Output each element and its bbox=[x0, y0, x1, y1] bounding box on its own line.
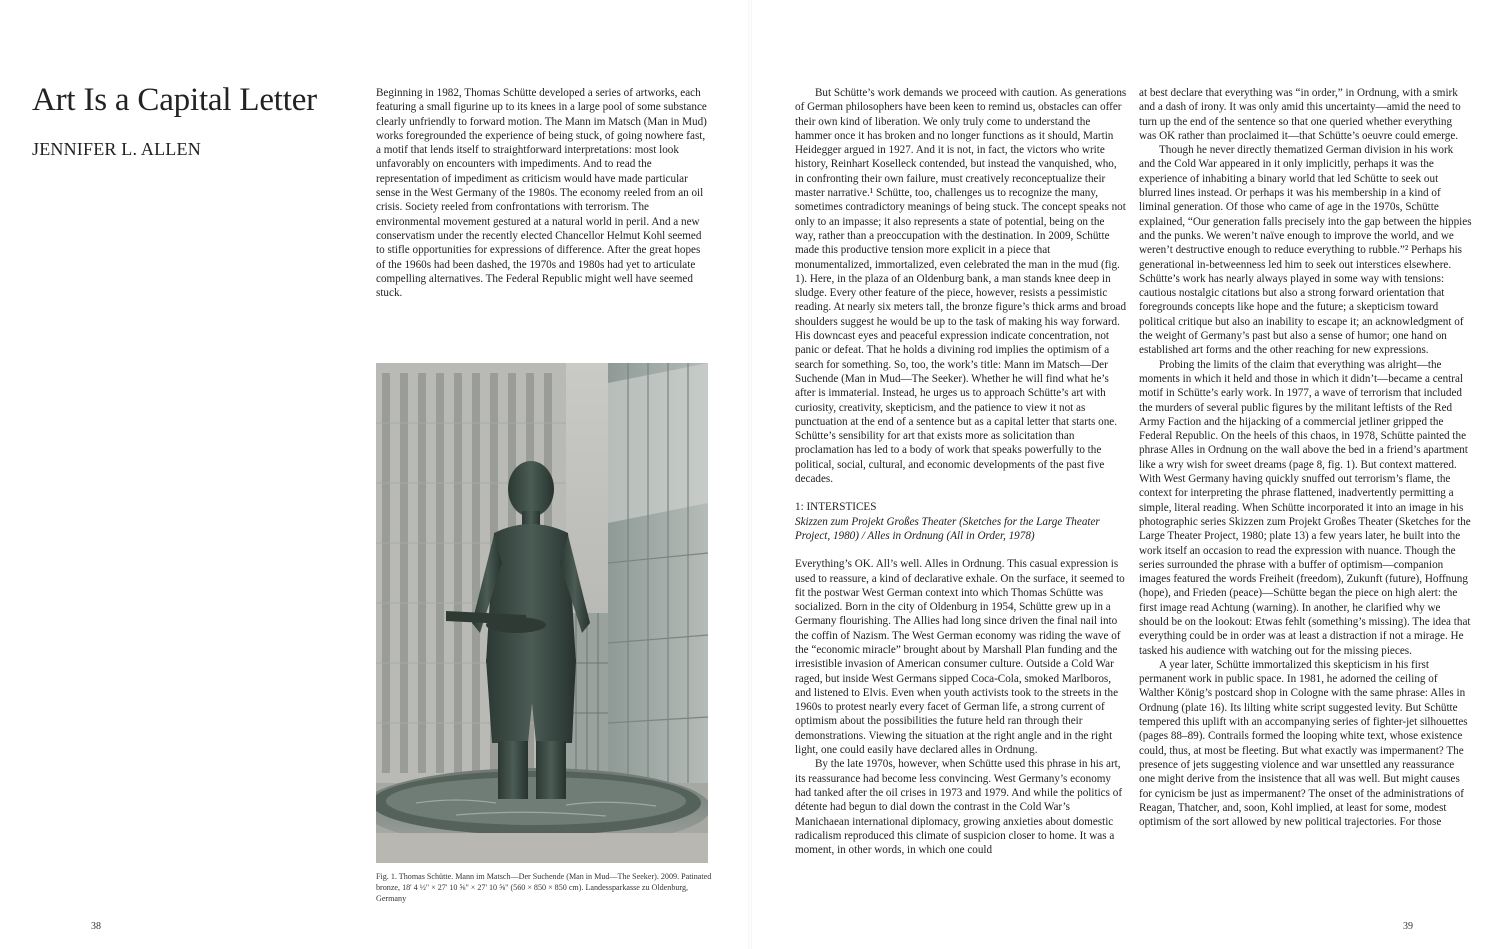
section-head bbox=[795, 500, 1127, 543]
page-number-left: 38 bbox=[91, 921, 101, 932]
section-subheading: Skizzen zum Projekt Großes Theater (Sketches for the Large Theater Project, 1980) / Alles in Ordnung (All in Order, 1978) bbox=[795, 515, 1100, 542]
paragraph: Everything’s OK. All’s well. Alles in Ordnung. This casual expression is used to reassure, a kind of declarative exhale. On the surface, it seemed to fit the postwar West German context into which Thomas Schütte was socialized. Born in the city of Oldenburg in 1954, Schütte grew up in a Germany flourishing. The Allies had long since driven the final nail into the coffin of Nazism. The West German economy was riding the wave of the “economic miracle” brought about by Marshall Plan funding and the irresistible invasion of American consumer culture. Outside a Cold War raged, but inside West Germans sipped Coca-Cola, smoked Marlboros, and listened to Elvis. Even when youth activists took to the streets in the 1960s to protest nearly every facet of German life, a strong current of optimism about the possibilities the future held ran through their demonstrations. Viewing the situation at the right angle and in the right light, one could easily have declared alles in Ordnung. bbox=[795, 558, 1125, 757]
text-column-3 bbox=[1139, 86, 1472, 829]
essay-title: Art Is a Capital Letter bbox=[32, 82, 317, 118]
page-number-right: 39 bbox=[1403, 921, 1413, 932]
paragraph: But Schütte’s work demands we proceed with caution. As generations of German philosophers have been keen to remind us, obstacles can offer their own kind of liberation. We only truly come to understand the hammer once it has broken and no longer functions as it should, Martin Heidegger argued in 1927. And it is not, in fact, the victors who write history, Reinhart Koselleck contended, but instead the vanquished, who, in confronting their own failure, must creatively reconceptualize their master narrative.¹ Schütte, too, challenges us to recognize the many, sometimes contradictory meanings of being stuck. The concept speaks not only to an impasse; it also represents a state of potential, being on the way, rather than a preoccupation with the destination. In 2009, Schütte made this productive tension more explicit in a piece that monumentalized, immortalized, even celebrated the man in the mud (fig. 1). Here, in the plaza of an Oldenburg bank, a man stands knee deep in sludge. Every other feature of the piece, however, resists a pessimistic reading. At nearly six meters tall, the bronze figure’s thick arms and broad shoulders suggest he would be up to the task of making his way forward. His downcast eyes and peaceful expression indicate concentration, not panic or defeat. That he holds a divining rod implies the optimism of a search for something. So, too, the work’s title: Mann im Matsch—Der Suchende (Man in Mud—The Seeker). Whether he will find what he’s after is immaterial. Instead, he urges us to approach Schütte’s art with curiosity, creativity, skepticism, and the patience to view it not as punctuation at the end of a sentence but as a capital letter that starts one. Schütte’s sensibility for art that exists more as solicitation than proclamation has led to a body of work that speaks powerfully to the political, social, cultural, and economic developments of the past five decades. bbox=[795, 87, 1127, 486]
figure-caption: Fig. 1. Thomas Schütte. Mann im Matsch—Der Suchende (Man in Mud—The Seeker). 2009. Patinated bronze, 18' 4 ½" × 27' 10 ⅝" × 27' 10 ⅝" (560 × 850 × 850 cm). Landessparkasse zu Oldenburg, Germany bbox=[376, 872, 712, 903]
figure-1-photo bbox=[376, 363, 708, 863]
paragraph: Though he never directly thematized German division in his work and the Cold War appeared in it only implicitly, perhaps it was the experience of inhabiting a binary world that led Schütte to seek out blurred lines instead. Or perhaps it was his membership in a kind of liminal generation. Of those who came of age in the 1970s, Schütte explained, “Our generation falls precisely into the gap between the hippies and the punks. We weren’t naïve enough to improve the world, and we weren’t destructive enough to reduce everything to rubble.”² Perhaps his generational in-betweenness led him to seek out interstices elsewhere. Schütte’s work has nearly always played in some way with tensions: cautious nostalgic citations but also a strong forward orientation that foregrounds concepts like hope and the future; a skepticism toward political critique but also an inability to escape it; an acknowledgment of the weight of Germany’s past but also a sense of humor; one hand on established art forms and the other reaching for new expressions. bbox=[1139, 144, 1472, 357]
text-column-1 bbox=[376, 86, 712, 300]
paragraph: By the late 1970s, however, when Schütte used this phrase in his art, its reassurance had become less convincing. West Germany’s economy had tanked after the oil crises in 1973 and 1979. And while the politics of détente had begun to dial down the contrast in the Cold War’s Manichaean international diplomacy, growing anxieties about domestic radicalism reproduced this climate of suspicion closer to home. It was a moment, in other words, in which one could bbox=[795, 758, 1123, 857]
text-column-2 bbox=[795, 86, 1127, 857]
essay-author: JENNIFER L. ALLEN bbox=[32, 139, 201, 159]
paragraph: at best declare that everything was “in order,” in Ordnung, with a smirk and a dash of irony. It was only amid this uncertainty—amid the need to turn up the end of the sentence so that one queried whether everything was OK rather than proclaimed it—that Schütte’s oeuvre could emerge. bbox=[1139, 87, 1461, 142]
page-gutter bbox=[748, 0, 752, 949]
paragraph: A year later, Schütte immortalized this skepticism in his first permanent work in public space. In 1981, he adorned the ceiling of Walther König’s postcard shop in Cologne with the same phrase: Alles in Ordnung (plate 16). Its lilting white script suggested levity. But Schütte tempered this uplift with an accompanying series of fighter-jet silhouettes (pages 88–89). Contrails formed the looping white text, whose existence could, thus, at most be fleeting. But what exactly was impermanent? The presence of jets suggesting violence and war unsettled any reassurance one might derive from the insistence that all was well. But might causes for cynicism be just as impermanent? The onset of the administrations of Reagan, Thatcher, and, soon, Kohl implied, at least for some, modest optimism of the sort allowed by new political trajectories. For those bbox=[1139, 658, 1468, 829]
section-heading: 1: INTERSTICES bbox=[795, 501, 877, 514]
paragraph: Beginning in 1982, Thomas Schütte developed a series of artworks, each featuring a small figurine up to its knees in a large pool of some substance clearly unfriendly to forward motion. The Mann im Matsch (Man in Mud) works foregrounded the experience of being stuck, of going nowhere fast, a motif that lends itself to straightforward interpretations: most look unfavorably on encounters with impediments. And to read the representation of impediment as criticism would have made particular sense in the West Germany of the 1980s. The economy reeled from an oil crisis. Society reeled from confrontations with terrorism. The environmental movement gestured at a natural world in peril. And a new conservatism under the recently elected Chancellor Helmut Kohl seemed to stifle opportunities for expressions of difference. After the great hopes of the 1960s had been dashed, the 1970s and 1980s had yet to articulate compelling alternatives. The Federal Republic might well have seemed stuck. bbox=[376, 87, 707, 300]
statue-illustration bbox=[376, 363, 708, 863]
paragraph: Probing the limits of the claim that everything was alright—the moments in which it held and those in which it didn’t—became a central motif in Schütte’s early work. In 1977, a wave of terrorism that included the murders of several public figures by the militant leftists of the Red Army Faction and the hijacking of a commercial jetliner gripped the Federal Republic. On the heels of this chaos, in 1978, Schütte painted the phrase Alles in Ordnung on the wall above the bed in a friend’s apartment like a wry wish for sweet dreams (page 8, fig. 1). But context mattered. With West Germany having quickly snuffed out terrorism’s flame, the context for interpreting the phrase flattened, inadvertently permitting a simple, literal reading. When Schütte incorporated it into an image in his photographic series Skizzen zum Projekt Großes Theater (Sketches for the Large Theater Project, 1980; plate 13) a few years later, he built into the work itself an occasion to read the expression with nuance. Though the series surrounded the phrase with a buffer of optimism—companion images featured the words Freiheit (freedom), Zukunft (future), Hoffnung (hope), and Frieden (peace)—Schütte began the piece on high alert: the first image read Achtung (warning). In another, he clarified why we should be on the lookout: Etwas fehlt (something’s missing). The idea that everything could be in order was at least a distraction if not a mirage. He tasked his audience with watching out for the missing pieces. bbox=[1139, 358, 1471, 657]
